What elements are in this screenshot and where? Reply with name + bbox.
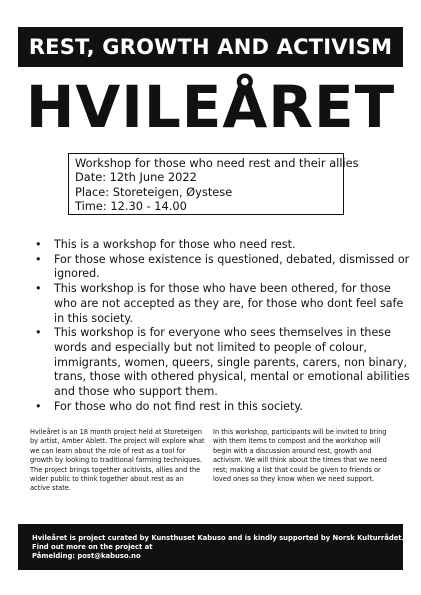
workshop-description: In this workshop, participants will be invited to bring with them items to compost and the workshop will begin with a discussion around rest, growth and activism. We will think about the times that we need rest; making a list that could be given to friends or loved ones so they know when we need support.	[213, 428, 387, 484]
page-title: HVILEÅRET	[25, 73, 396, 141]
footer-more-info: Find out more on the project at	[32, 542, 153, 551]
banner-text: REST, GROWTH AND ACTIVISM	[28, 35, 393, 59]
bullet-item: • This workshop is for those who have been othered, for those who are not accepted as they are, for those who dont feel safe in this society.	[54, 282, 410, 326]
project-description: Hvileåret is an 18 month project held at Storeteigen by artist, Amber Ablett. The project will explore what we can learn about the role of rest as a tool for growth by looking to traditional farming techniques. The project brings together acitivists, allies and the wider public to think together about rest as an active state.	[30, 428, 205, 493]
event-place: Place: Storeteigen, Øystese	[75, 184, 233, 199]
bullet-item: • This workshop is for everyone who sees themselves in these words and especially but not limited to people of colour, immigrants, women, queers, single parents, carers, non binary, trans, those with othered physical, mental or emotional abilities and those who support them.	[54, 326, 410, 400]
event-description: Workshop for those who need rest and their allies	[75, 156, 359, 170]
event-info-box	[68, 153, 359, 215]
bullet-item: • For those whose existence is questioned, debated, dismissed or ignored.	[54, 253, 410, 282]
bullet-item: • For those who do not find rest in this society.	[54, 400, 410, 415]
event-time: Time: 12.30 - 14.00	[75, 199, 187, 214]
event-date: Date: 12th June 2022	[75, 170, 197, 185]
footer-signup: Påmelding: post@kabuso.no	[32, 551, 141, 560]
bullet-list	[34, 238, 410, 414]
top-banner	[18, 27, 403, 67]
bullet-item: • This is a workshop for those who need rest.	[54, 238, 410, 253]
footer	[18, 524, 403, 570]
footer-credit: Hvileåret is project curated by Kunsthuset Kabuso and is kindly supported by Norsk Kulturrådet.	[32, 534, 405, 542]
